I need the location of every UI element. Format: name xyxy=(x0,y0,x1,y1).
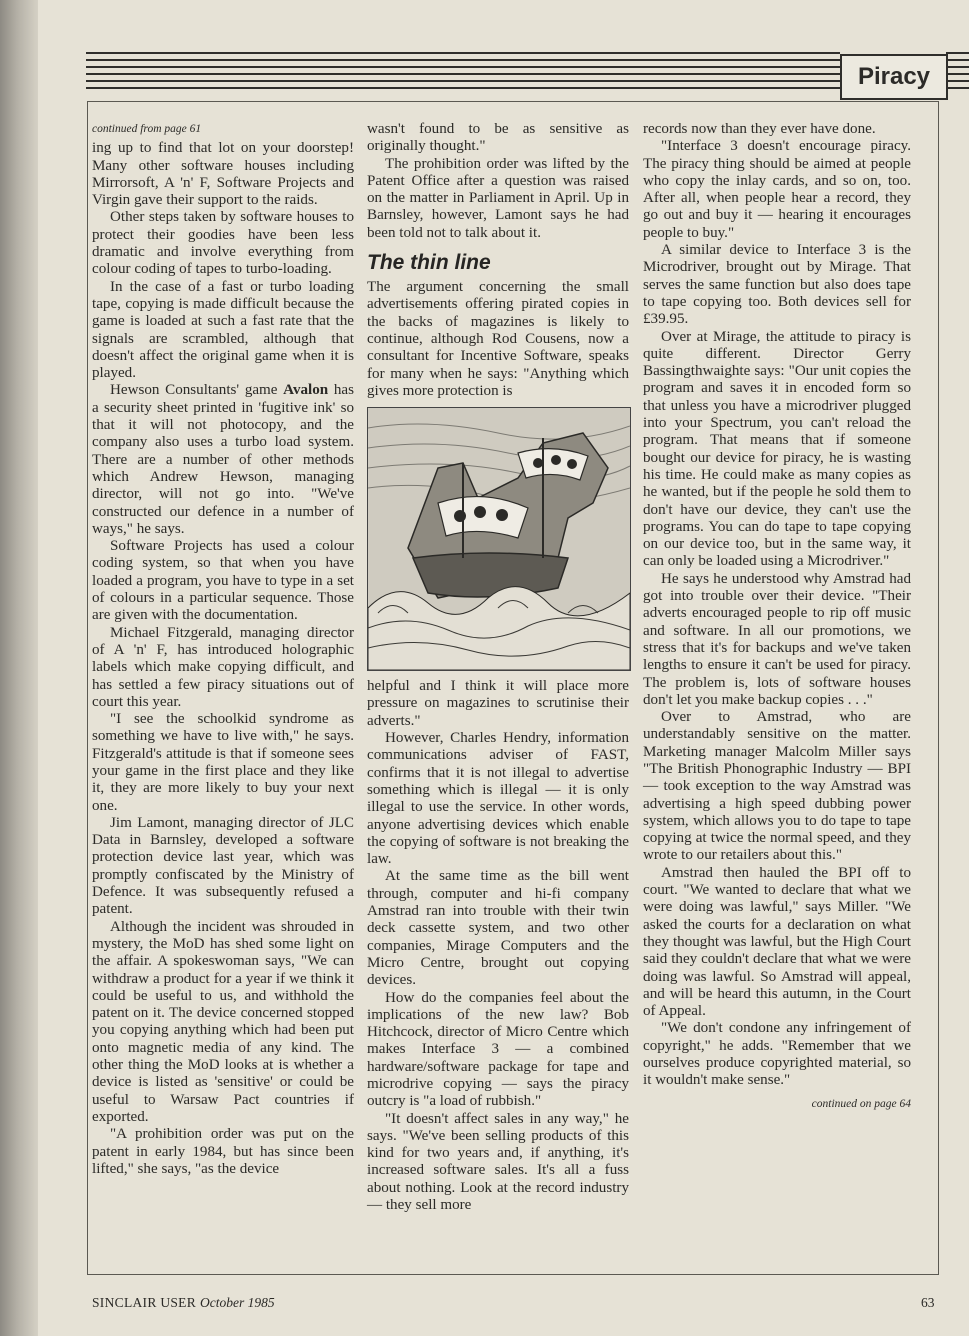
paragraph: wasn't found to be as sensitive as originally thought." xyxy=(367,121,629,155)
continued-on: continued on page 64 xyxy=(811,1097,911,1110)
paragraph: At the same time as the bill went through, computer and hi-fi company Amstrad ran into trouble with their twin deck cassette system, and two other companies, Mirage Computers and the Micro Centre, brought out copying devices. xyxy=(367,868,629,989)
paragraph: Software Projects has used a colour coding system, so that when you have loaded a program, you have to type in a set of colours in a particular sequence. Those are given with the documentation. xyxy=(92,538,354,624)
footer-magazine xyxy=(92,1295,275,1311)
paragraph: A similar device to Interface 3 is the Microdriver, brought out by Mirage. That serves the same function but also does tape to tape copying too. Both devices sell for £39.95. xyxy=(643,242,911,328)
page-number: 63 xyxy=(921,1295,935,1310)
paragraph: He says he understood why Amstrad had got into trouble over their device. "Their adverts encouraged people to rip off music and software. In all our promotions, we stress that it's for backups and we've taken lengths to ensure it can't be used for piracy. The problem is, lots of software houses don't let you make backup copies . . ." xyxy=(643,570,911,708)
paragraph: Michael Fitzgerald, managing director of A 'n' F, has introduced holographic labels which make copying difficult, and has settled a few piracy situations out of court this year. xyxy=(92,624,354,710)
paragraph: ing up to find that lot on your doorstep! Many other software houses including Mirrorsoft, A 'n' F, Software Projects and Virgin gave their support to the raids. xyxy=(92,140,354,209)
paragraph: Amstrad then hauled the BPI off to court. "We wanted to declare that what we were doing was lawful," says Miller. "We asked the courts for a declaration on what they thought was lawful, but the High Court said they couldn't declare that what we were doing was lawful. So Amstrad will appeal, and will be heard this autumn, in the Court of Appeal. xyxy=(643,864,911,1020)
paragraph: Although the incident was shrouded in mystery, the MoD has shed some light on the affair. A spokeswoman says, "We can withdraw a product for a year if we think it could be useful to us, and withhold the patent on it. The device concerned stopped you copying anything which had been put onto magnetic media of any kind. The other thing the MoD looks at is whether a device is listed as 'sensitive' or could be useful to Warsaw Pact countries if exported. xyxy=(92,918,354,1125)
column-3 xyxy=(643,121,911,1113)
column-1 xyxy=(92,121,354,1178)
paragraph: "I see the schoolkid syndrome as something we have to live with," he says. Fitzgerald's attitude is that if someone sees your game in the first place and they like it, they are more likely to buy your next one. xyxy=(92,711,354,814)
paragraph-hewson xyxy=(92,382,354,538)
game-title: Avalon xyxy=(283,382,329,399)
paragraph: In the case of a fast or turbo loading tape, copying is made difficult because the game is loaded at such a fast rate that the signals are scrambled, although that doesn't affect the original game when it is played. xyxy=(92,278,354,382)
paragraph: The argument concerning the small advertisements offering pirated copies in the backs of magazines is likely to continue, although Rod Cousens, now a consultant for Incentive Software, speaks for many when he says: "Anything which gives more protection is xyxy=(367,279,629,399)
paragraph: Jim Lamont, managing director of JLC Data in Barnsley, developed a software protection device last year, which was promptly confiscated by the Ministry of Defence. It was subsequently refused a patent. xyxy=(92,814,354,918)
issue-date: October 1985 xyxy=(200,1295,275,1310)
column-2 xyxy=(367,121,629,1214)
continued-from: continued from page 61 xyxy=(92,123,202,135)
magazine-name: SINCLAIR USER xyxy=(92,1295,197,1310)
pirate-ship-illustration xyxy=(367,407,631,671)
paragraph: Over to Amstrad, who are understandably sensitive on the matter. Marketing manager Malcolm Miller says "The British Phonographic Industry — BPI — took exception to the way Amstrad was advertising a high speed dubbing power system, which allows you to do tape to tape copying at twice the normal speed, and they wrote to our retailers about this." xyxy=(643,709,911,864)
paragraph: "A prohibition order was put on the patent in early 1984, but has since been lifted," she says, "as the device xyxy=(92,1126,354,1177)
paragraph: Over at Mirage, the attitude to piracy is quite different. Director Gerry Bassingthwaighte says: "Our unit copies the program and saves it in encoded form so that unless you have a microdriver plugged into your Spectrum, you can't reload the program. That means that if someone bought our device for piracy, he is wasting his time. He could make as many copies as he wanted, but if the people he sold them to don't have our device, they can't use the programs. You can do tape to tape copying on our device too, but in the same way, it can only be loaded using a Microdriver." xyxy=(643,328,911,570)
text-span: has a security sheet printed in 'fugitive ink' so that it will not photocopy, and the company also uses a turbo load system. There are a number of other methods which Andrew Hewson, managing director, will not go into. "We've constructed our defence in a number of ways," he says. xyxy=(92,382,354,537)
header-rule-right xyxy=(946,52,969,94)
paragraph: However, Charles Hendry, information communications adviser of FAST, confirms that it is not illegal to advertise something which is illegal — it is only illegal to use the service. In other words, anyone advertising devices which enable the copying of software is not breaking the law. xyxy=(367,730,629,868)
header-rule xyxy=(86,52,840,94)
subheading: The thin line xyxy=(367,251,491,275)
section-tab: Piracy xyxy=(840,54,948,100)
paragraph: "It doesn't affect sales in any way," he says. "We've been selling products of this kind for two years and, if anything, it's increased software sales. It's all a fuss about nothing. Look at the record industry — they sell more xyxy=(367,1110,629,1214)
paragraph: Other steps taken by software houses to protect their goodies have been less dramatic and involve everything from colour coding of tapes to turbo-loading. xyxy=(92,209,354,278)
paragraph: records now than they ever have done. xyxy=(643,121,876,137)
binding-spine xyxy=(0,0,38,1336)
paragraph: How do the companies feel about the implications of the new law? Bob Hitchcock, director of Micro Centre which makes Interface 3 — a combined hardware/software package for tape and microdrive copying — says the piracy outcry is "a load of rubbish." xyxy=(367,989,629,1110)
paragraph: The prohibition order was lifted by the Patent Office after a question was raised on the matter in Parliament in April. Up in Barnsley, however, Lamont says he had been told not to talk about it. xyxy=(367,155,629,241)
text-span: Hewson Consultants' game xyxy=(110,382,284,399)
paragraph: helpful and I think it will place more pressure on magazines to scrutinise their adverts." xyxy=(367,678,629,729)
paragraph: "Interface 3 doesn't encourage piracy. The piracy thing should be aimed at people who copy the inlay cards, and so on, too. After all, when people hear a record, they go out and buy it — hearing it encourages people to buy." xyxy=(643,138,911,241)
paragraph: "We don't condone any infringement of copyright," he adds. "Remember that we ourselves produce copyrighted material, so it wouldn't make sense." xyxy=(643,1020,911,1089)
